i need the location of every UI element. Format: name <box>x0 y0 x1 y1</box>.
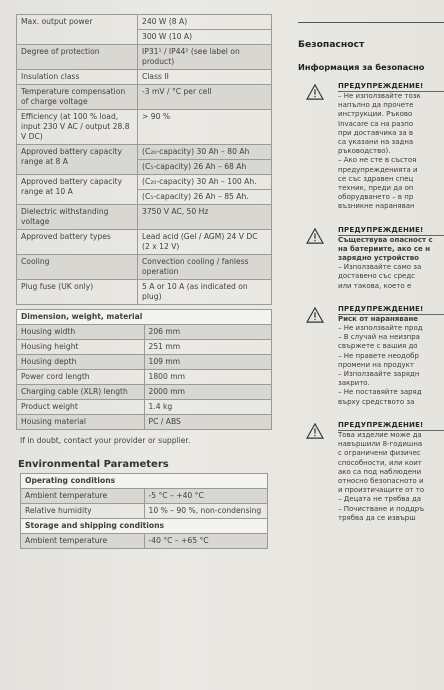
table-row <box>17 230 272 255</box>
spec-value: Class II <box>138 70 272 85</box>
spec-label: Insulation class <box>17 70 138 85</box>
warning-heading: ПРЕДУПРЕЖДЕНИЕ! <box>338 305 444 315</box>
dimension-value: 1.4 kg <box>144 400 272 415</box>
warning-line: свържете с вашия до <box>338 342 418 351</box>
warning-line: Съществува опасност с <box>338 235 433 244</box>
spec-label: Cooling <box>17 255 138 280</box>
warning-line: – Не използвайте тозк <box>338 92 421 100</box>
spec-value: 240 W (8 A) <box>138 15 272 30</box>
warning-line: инструкции. Ръково <box>338 110 413 119</box>
table-row <box>21 534 268 549</box>
section-title: Безопасност <box>298 39 365 50</box>
env-value: -5 °C – +40 °C <box>144 489 268 504</box>
warning-line: – Използвайте зарядн <box>338 370 420 379</box>
spec-label: Approved battery capacity range at 10 A <box>17 175 138 205</box>
table-row <box>17 370 272 385</box>
warning-line: – Не използвайте прод <box>338 324 423 333</box>
env-label: Relative humidity <box>21 504 145 519</box>
spec-value: 3750 V AC, 50 Hz <box>138 205 272 230</box>
storage-header: Storage and shipping conditions <box>21 519 268 534</box>
spec-value: Lead acid (Gel / AGM) 24 V DC (2 x 12 V) <box>138 230 272 255</box>
table-row <box>17 280 272 305</box>
dimension-label: Housing width <box>17 325 145 340</box>
warning-line: относно безопасното и <box>338 476 424 485</box>
spec-label: Dielectric withstanding voltage <box>17 205 138 230</box>
left-column <box>16 14 272 549</box>
warning-line: оборудването – в пр <box>338 193 414 202</box>
warning-line: предупрежденията и <box>338 165 418 174</box>
spec-label: Efficiency (at 100 % load, input 230 V AC / output 28.8 V DC) <box>17 110 138 145</box>
table-row <box>17 175 272 190</box>
dimension-label: Housing depth <box>17 355 145 370</box>
dimension-value: 109 mm <box>144 355 272 370</box>
warning-line: ако са под наблюдени <box>338 467 422 476</box>
warning-line: или такова, което е <box>338 281 412 290</box>
spec-value: 5 A or 10 A (as indicated on plug) <box>138 280 272 305</box>
dimension-label: Charging cable (XLR) length <box>17 385 145 400</box>
table-row <box>17 85 272 110</box>
warning-block <box>290 421 444 523</box>
spec-table <box>16 14 272 305</box>
warning-heading: ПРЕДУПРЕЖДЕНИЕ! <box>338 226 444 236</box>
spec-label: Degree of protection <box>17 45 138 70</box>
dimension-label: Power cord length <box>17 370 145 385</box>
subsection-title: Информация за безопасно <box>298 62 425 72</box>
warning-line: доставено със средс <box>338 272 416 281</box>
warning-line: с ограничени физичес <box>338 449 421 458</box>
top-rule <box>298 22 444 23</box>
warning-line: – Децата не трябва да <box>338 495 422 504</box>
warning-line: – Ако не сте в състоя <box>338 156 417 165</box>
spec-value: (C₂₀-capacity) 30 Ah – 100 Ah. <box>138 175 272 190</box>
warning-line: промени на продукт <box>338 360 414 369</box>
spec-value: (C₂₀-capacity) 30 Ah – 80 Ah <box>138 145 272 160</box>
warning-line: – Не правете неодобр <box>338 351 419 360</box>
spec-value: -3 mV / °C per cell <box>138 85 272 110</box>
warning-triangle-icon <box>306 423 324 439</box>
table-row <box>17 45 272 70</box>
operating-header: Operating conditions <box>21 474 268 489</box>
warning-line: – В случай на неизпра <box>338 333 420 342</box>
warning-line: техник, преди да оп <box>338 184 414 193</box>
warning-line: са указани на задна <box>338 138 414 147</box>
table-row <box>17 400 272 415</box>
table-row <box>17 15 272 30</box>
spec-label: Plug fuse (UK only) <box>17 280 138 305</box>
provider-note: If in doubt, contact your provider or supplier. <box>20 436 191 445</box>
dimension-value: 251 mm <box>144 340 272 355</box>
dimension-value: PC / ABS <box>144 415 272 430</box>
spec-value: Convection cooling / fanless operation <box>138 255 272 280</box>
warning-line: Риск от нараняване <box>338 314 419 323</box>
spec-label: Approved battery capacity range at 8 A <box>17 145 138 175</box>
warning-line: възникне нараняван <box>338 202 415 211</box>
table-row <box>21 504 268 519</box>
table-row <box>17 355 272 370</box>
warning-block <box>290 226 444 291</box>
warning-block <box>290 305 444 407</box>
warning-line: върху средството за <box>338 397 415 406</box>
environmental-title: Environmental Parameters <box>18 459 169 470</box>
environmental-table <box>20 473 268 549</box>
warning-line: Invacare са на разпо <box>338 119 414 128</box>
dimension-table <box>16 309 272 430</box>
warning-triangle-icon <box>306 307 324 323</box>
warning-line: трябва да се извърш <box>338 513 416 522</box>
table-row <box>21 489 268 504</box>
warning-line: напълно да прочете <box>338 101 414 110</box>
warning-line: способности, или коит <box>338 458 422 467</box>
env-label: Ambient temperature <box>21 534 145 549</box>
warning-line: – Не поставяйте заряд <box>338 388 422 397</box>
table-row <box>17 340 272 355</box>
dimension-header: Dimension, weight, material <box>17 310 272 325</box>
dimension-label: Housing material <box>17 415 145 430</box>
spec-value: IP31¹ / IP44² (see label on product) <box>138 45 272 70</box>
warning-line: закрито. <box>338 379 370 388</box>
warning-line: при доставчика за в <box>338 128 414 137</box>
dimension-value: 206 mm <box>144 325 272 340</box>
env-value: 10 % – 90 %, non-condensing <box>144 504 268 519</box>
warning-block <box>290 82 444 212</box>
warning-line: – Почистване и поддръ <box>338 504 425 513</box>
warning-line: се със здравен спец <box>338 174 414 183</box>
warnings-list <box>290 82 444 523</box>
table-row <box>17 255 272 280</box>
table-row <box>17 415 272 430</box>
dimension-label: Housing height <box>17 340 145 355</box>
table-row <box>17 145 272 160</box>
spec-value: (C₅-capacity) 26 Ah – 68 Ah <box>138 160 272 175</box>
spec-value: (C₅-capacity) 26 Ah – 85 Ah. <box>138 190 272 205</box>
warning-triangle-icon <box>306 228 324 244</box>
spec-value: 300 W (10 A) <box>138 30 272 45</box>
dimension-label: Product weight <box>17 400 145 415</box>
table-row <box>17 205 272 230</box>
right-column <box>290 14 444 523</box>
warning-line: ръководство). <box>338 147 391 156</box>
spec-label: Approved battery types <box>17 230 138 255</box>
table-row <box>17 110 272 145</box>
table-row <box>17 385 272 400</box>
dimension-header-row <box>17 310 272 325</box>
warning-line: и произтичащите от то <box>338 486 425 495</box>
env-value: -40 °C – +65 °C <box>144 534 268 549</box>
warning-line: Това изделие може да <box>338 430 422 439</box>
dimension-value: 2000 mm <box>144 385 272 400</box>
warning-heading: ПРЕДУПРЕЖДЕНИЕ! <box>338 82 444 92</box>
warning-triangle-icon <box>306 84 324 100</box>
table-row <box>17 70 272 85</box>
warning-line: на батериите, ако се н <box>338 244 431 253</box>
spec-label: Temperature compensation of charge voltage <box>17 85 138 110</box>
operating-header-row <box>21 474 268 489</box>
storage-header-row <box>21 519 268 534</box>
warning-line: – Използвайте само за <box>338 263 422 272</box>
table-row <box>17 325 272 340</box>
dimension-value: 1800 mm <box>144 370 272 385</box>
env-label: Ambient temperature <box>21 489 145 504</box>
warning-line: навършили 8-годишна <box>338 440 423 449</box>
warning-heading: ПРЕДУПРЕЖДЕНИЕ! <box>338 421 444 431</box>
warning-line: зарядно устройство <box>338 254 419 263</box>
spec-label: Max. output power <box>17 15 138 45</box>
spec-value: > 90 % <box>138 110 272 145</box>
